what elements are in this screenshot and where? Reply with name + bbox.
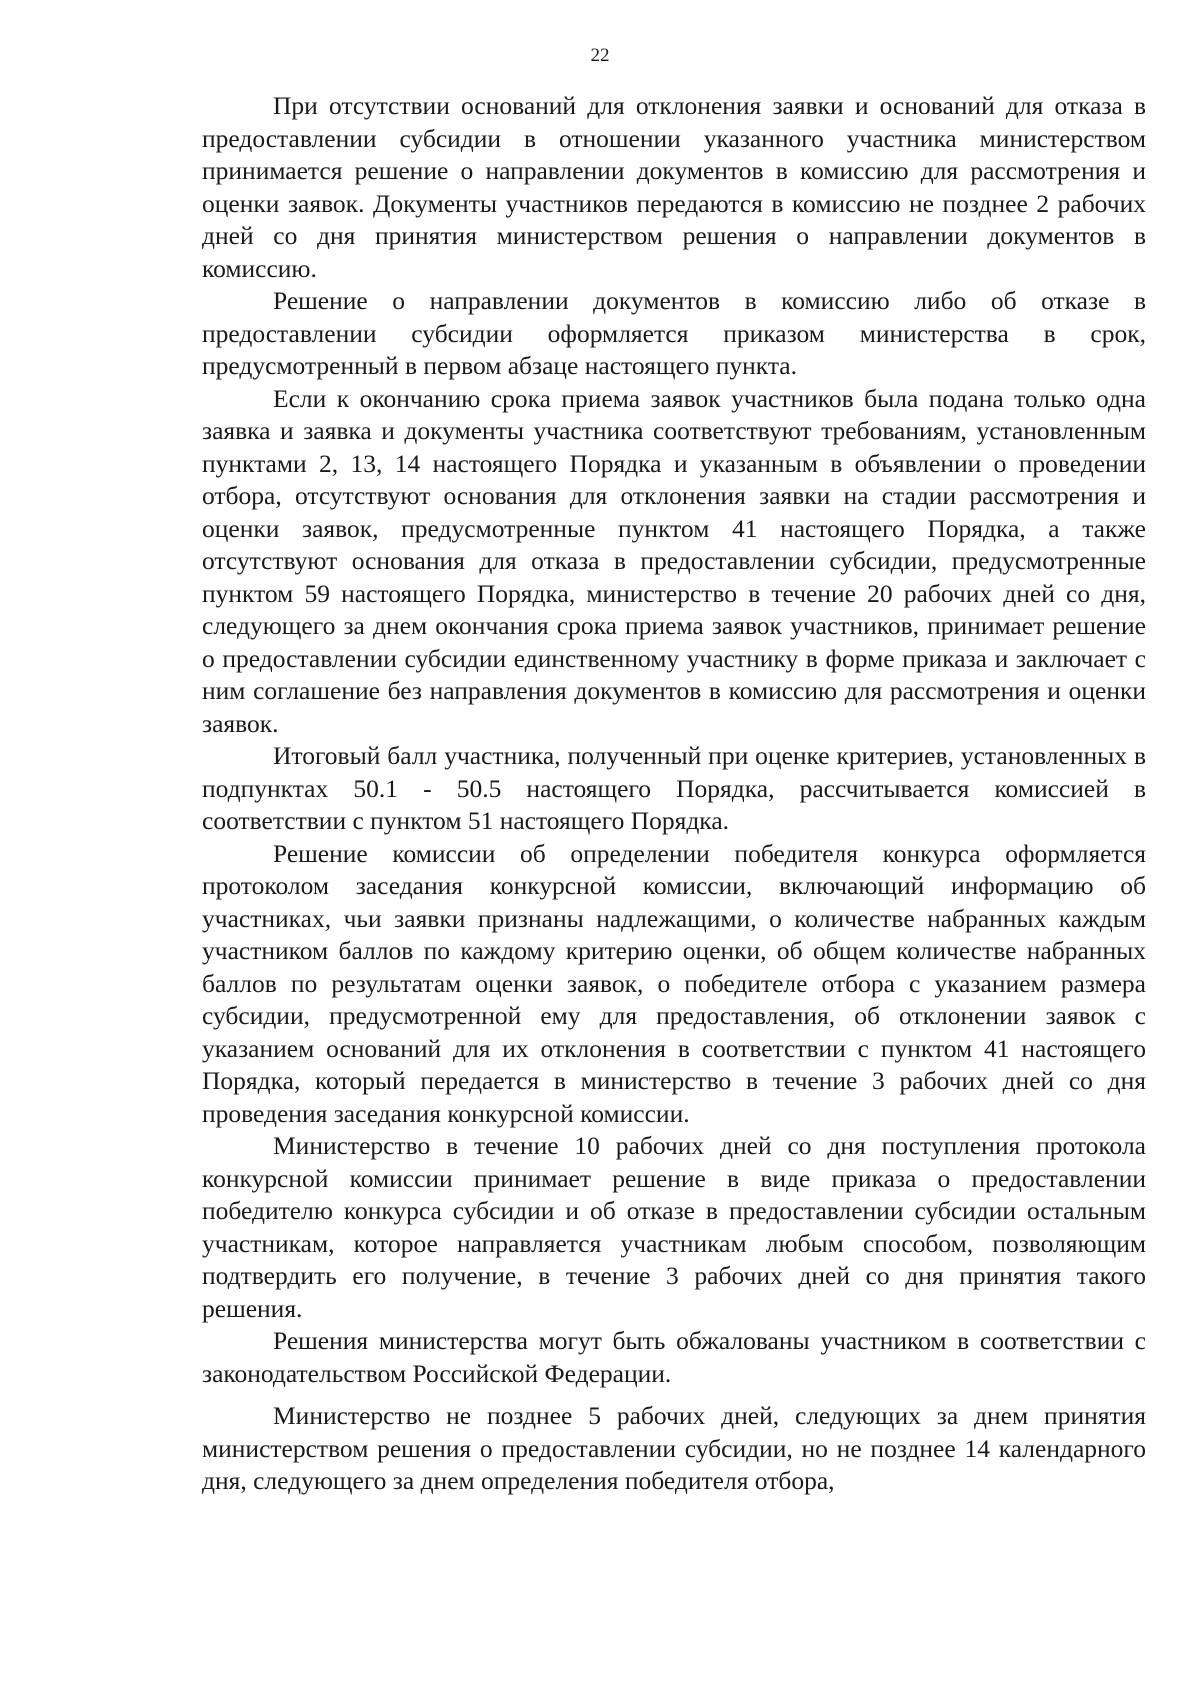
paragraph-appeal: Решения министерства могут быть обжалованы участником в соответствии с законодательством Российской Федерации.: [202, 1326, 1146, 1388]
document-body: [202, 90, 1146, 1498]
page-number: 22: [590, 45, 610, 66]
paragraph-single-applicant: Если к окончанию срока приема заявок участников была подана только одна заявка и заявка и документы участника соответствуют требованиям, установленным пунктами 2, 13, 14 настоящего Порядка и указанным в объявлении о проведении отбора, отсутствуют основания для отклонения заявки на стадии рассмотрения и оценки заявок, предусмотренные пунктом 41 настоящего Порядка, а также отсутствуют основания для отказа в предоставлении субсидии, предусмотренные пунктом 59 настоящего Порядка, министерство в течение 20 рабочих дней со дня, следующего за днем окончания срока приема заявок участников, принимает решение о предоставлении субсидии единственному участнику в форме приказа и заключает с ним соглашение без направления документов в комиссию для рассмотрения и оценки заявок.: [202, 383, 1146, 738]
paragraph-rejection-grounds: При отсутствии оснований для отклонения заявки и оснований для отказа в предоставлении субсидии в отношении указанного участника министерством принимается решение о направлении документов в комиссию для рассмотрения и оценки заявок. Документы участников передаются в комиссию не позднее 2 рабочих дней со дня принятия министерством решения о направлении документов в комиссию.: [202, 91, 1146, 283]
paragraph-ministry-order: Министерство в течение 10 рабочих дней со дня поступления протокола конкурсной комиссии принимает решение в виде приказа о предоставлении победителю конкурса субсидии и об отказе в предоставлении субсидии остальным участникам, которое направляется участникам любым способом, позволяющим подтвердить его получение, в течение 3 рабочих дней со дня принятия такого решения.: [202, 1131, 1146, 1323]
paragraph-winner-protocol: Решение комиссии об определении победителя конкурса оформляется протоколом заседания конкурсной комиссии, включающий информацию об участниках, чьи заявки признаны надлежащими, о количестве набранных каждым участником баллов по каждому критерию оценки, об общем количестве набранных баллов по результатам оценки заявок, о победителе отбора с указанием размера субсидии, предусмотренной ему для предоставления, об отклонении заявок с указанием оснований для их отклонения в соответствии с пунктом 41 настоящего Порядка, который передается в министерство в течение 3 рабочих дней со дня проведения заседания конкурсной комиссии.: [202, 838, 1146, 1128]
paragraph-commission-decision: Решение о направлении документов в комиссию либо об отказе в предоставлении субсидии оформляется приказом министерства в срок, предусмотренный в первом абзаце настоящего пункта.: [202, 286, 1146, 380]
paragraph-deadline: Министерство не позднее 5 рабочих дней, следующих за днем принятия министерством решения о предоставлении субсидии, но не позднее 14 календарного дня, следующего за днем определения победителя отбора,: [202, 1401, 1146, 1495]
paragraph-total-score: Итоговый балл участника, полученный при оценке критериев, установленных в подпунктах 50.1 - 50.5 настоящего Порядка, рассчитывается комиссией в соответствии с пунктом 51 настоящего Порядка.: [202, 741, 1146, 835]
